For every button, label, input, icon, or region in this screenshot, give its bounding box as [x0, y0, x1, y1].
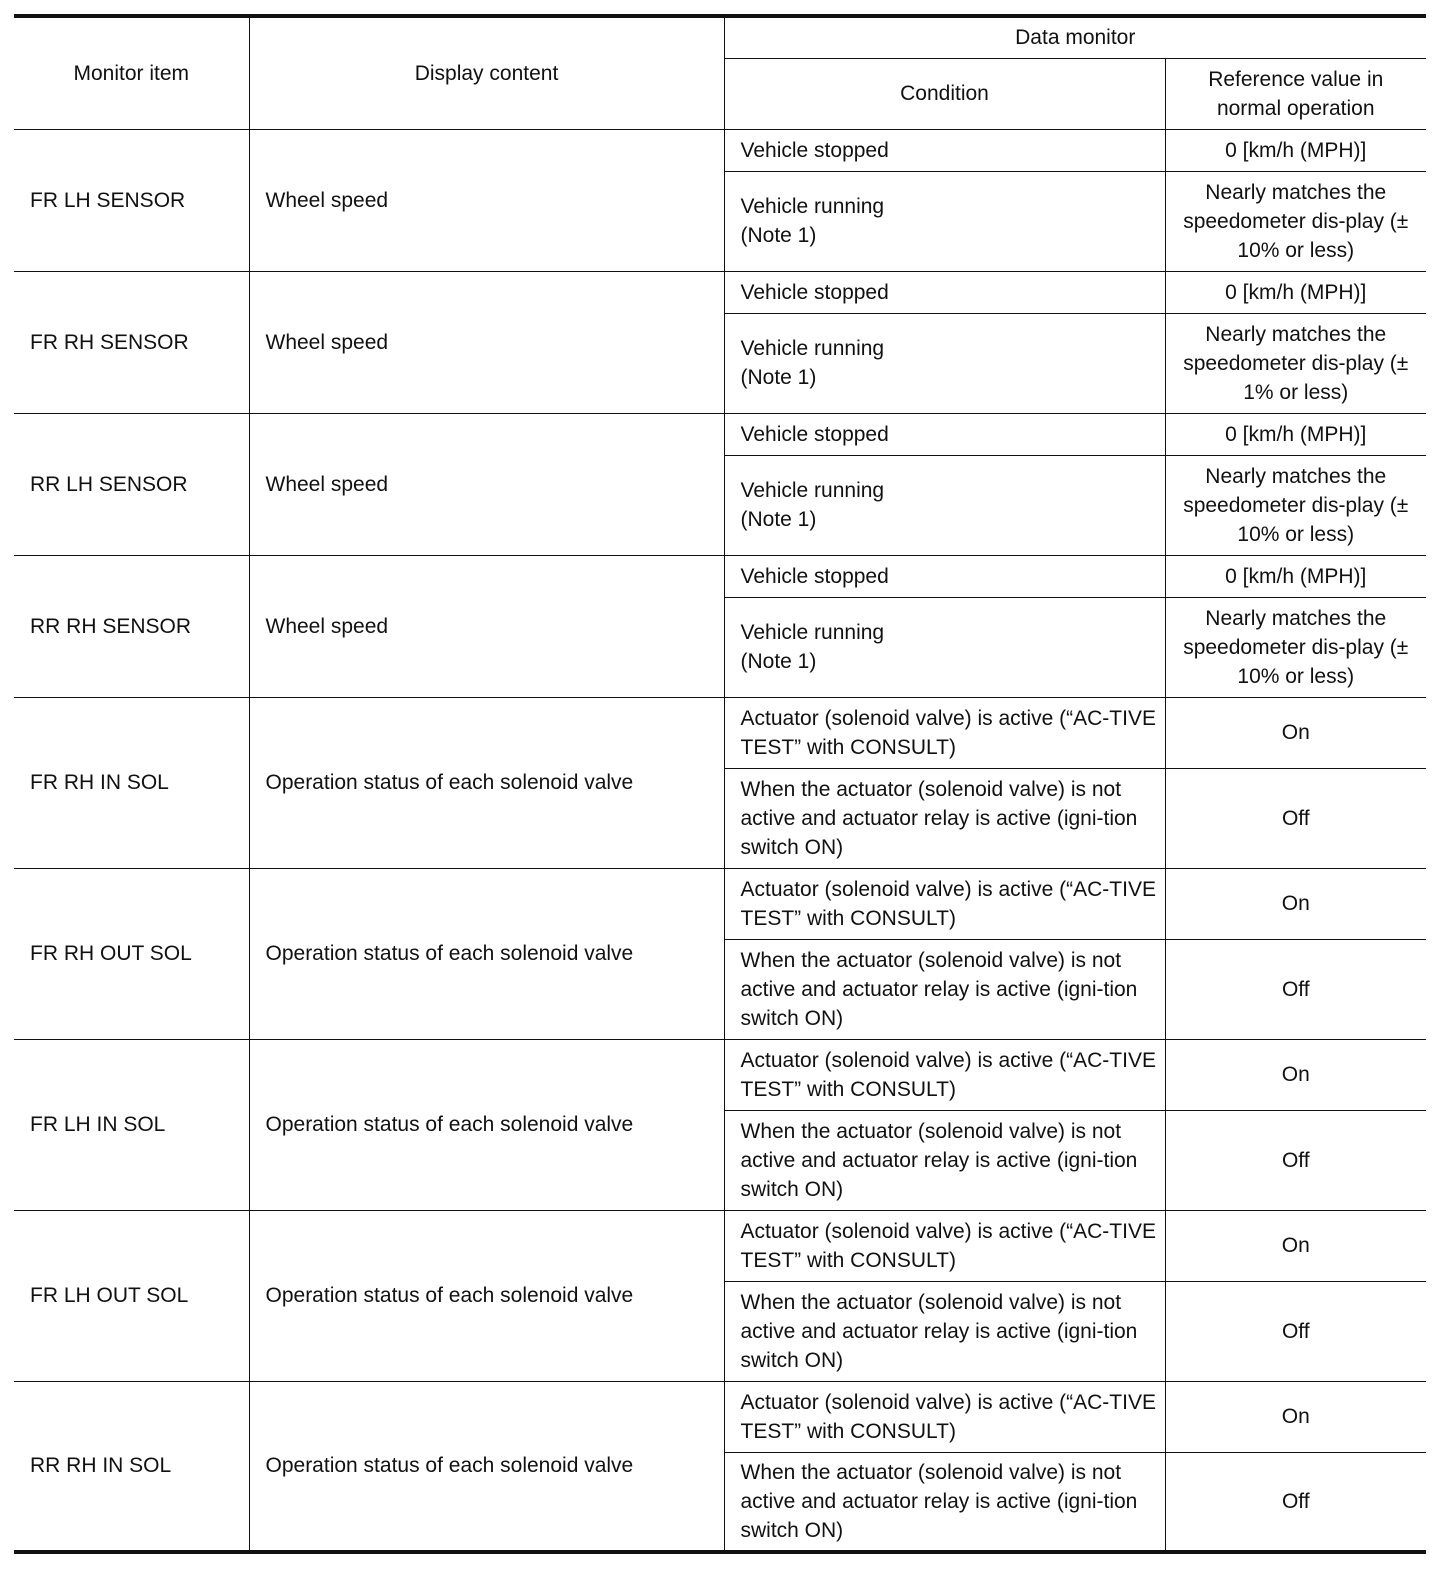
condition-cell: [724, 413, 1165, 455]
condition-cell: [724, 1039, 1165, 1110]
condition-text: Vehicle running: [740, 621, 885, 644]
condition-text: Actuator (solenoid valve) is active (“AC-TIVE TEST” with CONSULT): [740, 1048, 1156, 1101]
condition-text: Actuator (solenoid valve) is active (“AC-TIVE TEST” with CONSULT): [740, 1219, 1156, 1272]
monitor-item-cell: [14, 129, 249, 271]
monitor-item-cell: [14, 1381, 249, 1552]
display-content-cell: [249, 1039, 724, 1210]
table-row: [14, 555, 1426, 597]
reference-value-text: Nearly matches the speedometer dis-play (± 1% or less): [1183, 322, 1409, 404]
display-content-cell: [249, 1210, 724, 1381]
monitor-item-label: FR RH OUT SOL: [30, 942, 192, 965]
monitor-item-cell: [14, 413, 249, 555]
reference-value-text: Nearly matches the speedometer dis-play (± 10% or less): [1183, 180, 1409, 262]
reference-value-cell: [1165, 1452, 1426, 1552]
header-display-content: Display content: [249, 16, 724, 129]
header-monitor-item: Monitor item: [14, 16, 249, 129]
monitor-item-label: RR LH SENSOR: [30, 472, 188, 496]
condition-cell: [724, 313, 1165, 413]
condition-text: Vehicle stopped: [740, 564, 889, 588]
reference-value-text: On: [1281, 721, 1310, 744]
header-data-monitor: Data monitor: [724, 16, 1426, 58]
data-monitor-table: [14, 14, 1426, 1554]
table-row: [14, 413, 1426, 455]
reference-value-cell: [1165, 1210, 1426, 1281]
display-content-label: Wheel speed: [265, 188, 389, 212]
display-content-cell: [249, 868, 724, 1039]
reference-value-cell: [1165, 413, 1426, 455]
reference-value-cell: [1165, 455, 1426, 555]
reference-value-text: Off: [1281, 1489, 1310, 1513]
reference-value-text: 0 [km/h (MPH)]: [1225, 564, 1367, 588]
condition-cell: [724, 1210, 1165, 1281]
monitor-item-label: RR RH SENSOR: [30, 614, 192, 638]
monitor-item-cell: [14, 868, 249, 1039]
reference-value-cell: [1165, 597, 1426, 697]
condition-cell: [724, 1110, 1165, 1210]
monitor-item-cell: [14, 555, 249, 697]
monitor-item-label: FR RH SENSOR: [30, 330, 189, 354]
display-content-cell: [249, 129, 724, 271]
display-content-cell: [249, 697, 724, 868]
reference-value-text: 0 [km/h (MPH)]: [1225, 422, 1367, 446]
condition-text: When the actuator (solenoid valve) is not active and actuator relay is active (igni-tion switch ON): [740, 1290, 1138, 1372]
table-row: [14, 868, 1426, 939]
condition-text: Vehicle running: [740, 195, 885, 218]
monitor-item-cell: [14, 271, 249, 413]
display-content-label: Wheel speed: [265, 614, 389, 638]
display-content-label: Operation status of each solenoid valve: [265, 1284, 634, 1307]
condition-cell: [724, 555, 1165, 597]
condition-cell: [724, 271, 1165, 313]
condition-cell: [724, 1452, 1165, 1552]
reference-value-cell: [1165, 939, 1426, 1039]
table-row: [14, 1039, 1426, 1110]
table-row: [14, 1210, 1426, 1281]
condition-note: (Note 1): [740, 366, 817, 389]
reference-value-text: Off: [1281, 806, 1310, 830]
reference-value-text: Off: [1281, 1148, 1310, 1172]
monitor-item-cell: [14, 1210, 249, 1381]
condition-text: When the actuator (solenoid valve) is not active and actuator relay is active (igni-tion switch ON): [740, 1460, 1138, 1542]
reference-value-text: Off: [1281, 977, 1310, 1001]
reference-value-cell: [1165, 129, 1426, 171]
reference-value-cell: [1165, 697, 1426, 768]
reference-value-cell: [1165, 768, 1426, 868]
table-row: [14, 129, 1426, 171]
display-content-label: Operation status of each solenoid valve: [265, 942, 634, 965]
condition-text: Vehicle running: [740, 337, 885, 360]
condition-cell: [724, 597, 1165, 697]
condition-text: When the actuator (solenoid valve) is not active and actuator relay is active (igni-tion switch ON): [740, 948, 1138, 1030]
condition-text: When the actuator (solenoid valve) is not active and actuator relay is active (igni-tion switch ON): [740, 1119, 1138, 1201]
reference-value-cell: [1165, 271, 1426, 313]
reference-value-text: Nearly matches the speedometer dis-play (± 10% or less): [1183, 606, 1409, 688]
condition-cell: [724, 868, 1165, 939]
display-content-cell: [249, 413, 724, 555]
condition-text: When the actuator (solenoid valve) is not active and actuator relay is active (igni-tion switch ON): [740, 777, 1138, 859]
reference-value-cell: [1165, 1110, 1426, 1210]
reference-value-text: 0 [km/h (MPH)]: [1225, 280, 1367, 304]
display-content-label: Wheel speed: [265, 330, 389, 354]
header-reference-value-text: Reference value in normal operation: [1208, 67, 1384, 120]
condition-cell: [724, 171, 1165, 271]
condition-note: (Note 1): [740, 650, 817, 673]
monitor-item-cell: [14, 697, 249, 868]
header-reference-value: [1165, 58, 1426, 129]
reference-value-cell: [1165, 555, 1426, 597]
reference-value-cell: [1165, 1281, 1426, 1381]
monitor-item-label: FR LH SENSOR: [30, 188, 186, 212]
monitor-item-label: FR LH IN SOL: [30, 1113, 166, 1136]
reference-value-text: 0 [km/h (MPH)]: [1225, 138, 1367, 162]
display-content-cell: [249, 555, 724, 697]
reference-value-text: On: [1281, 1234, 1310, 1257]
reference-value-cell: [1165, 171, 1426, 271]
reference-value-cell: [1165, 1039, 1426, 1110]
reference-value-text: On: [1281, 892, 1310, 915]
table-row: [14, 1381, 1426, 1452]
condition-note: (Note 1): [740, 508, 817, 531]
display-content-cell: [249, 1381, 724, 1552]
condition-cell: [724, 1281, 1165, 1381]
condition-cell: [724, 697, 1165, 768]
table-row: [14, 271, 1426, 313]
condition-cell: [724, 768, 1165, 868]
display-content-cell: [249, 271, 724, 413]
monitor-item-cell: [14, 1039, 249, 1210]
condition-text: Vehicle stopped: [740, 138, 889, 162]
reference-value-text: On: [1281, 1063, 1310, 1086]
condition-cell: [724, 455, 1165, 555]
reference-value-cell: [1165, 868, 1426, 939]
condition-text: Actuator (solenoid valve) is active (“AC-TIVE TEST” with CONSULT): [740, 877, 1156, 930]
condition-cell: [724, 1381, 1165, 1452]
header-condition: Condition: [724, 58, 1165, 129]
condition-text: Vehicle stopped: [740, 280, 889, 304]
display-content-label: Operation status of each solenoid valve: [265, 1454, 634, 1478]
reference-value-cell: [1165, 1381, 1426, 1452]
display-content-label: Operation status of each solenoid valve: [265, 1113, 634, 1136]
condition-text: Actuator (solenoid valve) is active (“AC-TIVE TEST” with CONSULT): [740, 1390, 1156, 1443]
condition-cell: [724, 939, 1165, 1039]
reference-value-cell: [1165, 313, 1426, 413]
condition-text: Vehicle running: [740, 479, 885, 502]
monitor-item-label: FR RH IN SOL: [30, 771, 169, 794]
monitor-item-label: RR RH IN SOL: [30, 1454, 172, 1478]
condition-text: Actuator (solenoid valve) is active (“AC-TIVE TEST” with CONSULT): [740, 706, 1156, 759]
display-content-label: Operation status of each solenoid valve: [265, 771, 634, 794]
monitor-item-label: FR LH OUT SOL: [30, 1284, 189, 1307]
condition-cell: [724, 129, 1165, 171]
condition-text: Vehicle stopped: [740, 422, 889, 446]
display-content-label: Wheel speed: [265, 472, 389, 496]
reference-value-text: On: [1281, 1405, 1310, 1428]
table-row: [14, 697, 1426, 768]
reference-value-text: Off: [1281, 1319, 1310, 1343]
reference-value-text: Nearly matches the speedometer dis-play (± 10% or less): [1183, 464, 1409, 546]
condition-note: (Note 1): [740, 224, 817, 247]
